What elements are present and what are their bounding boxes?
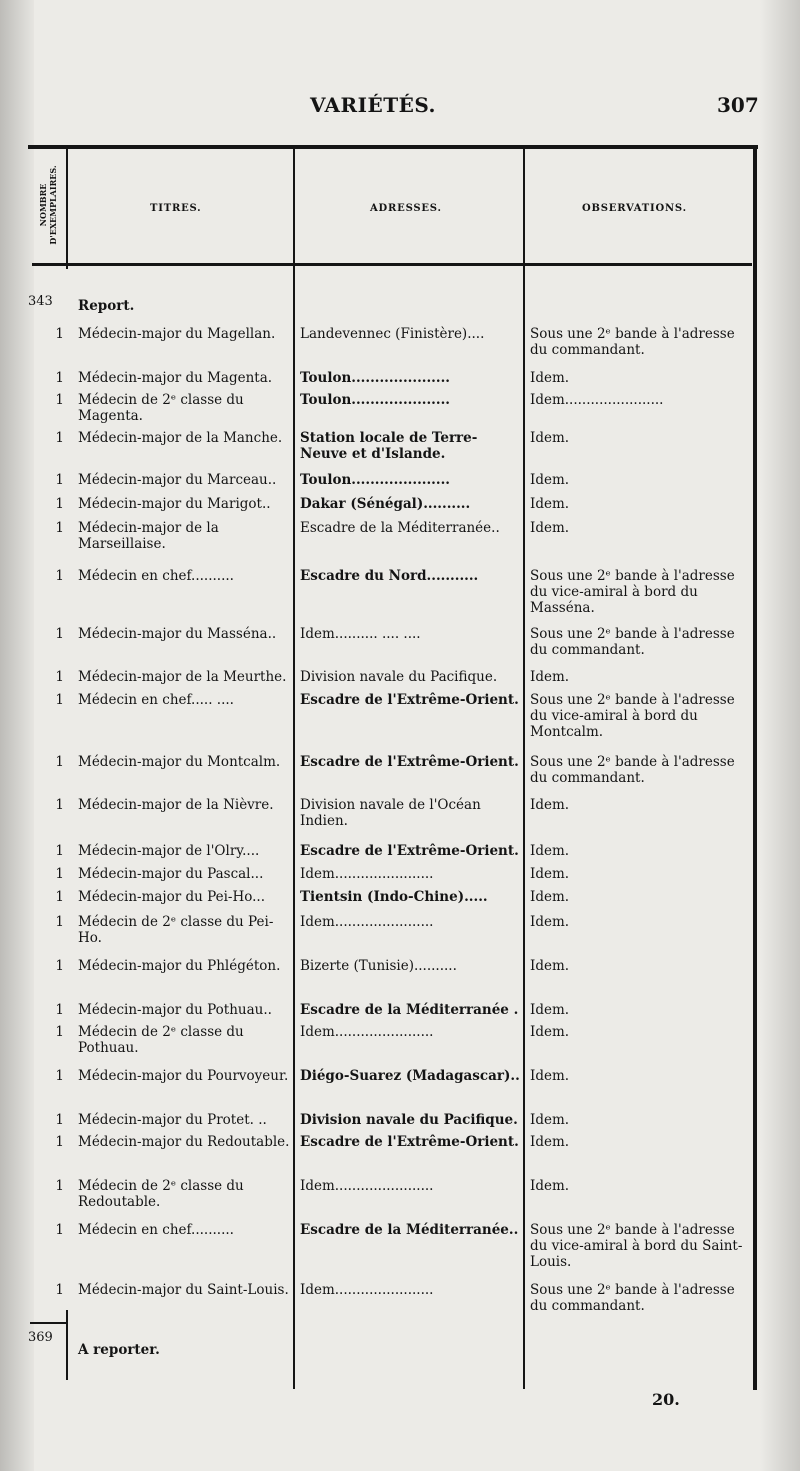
row-count: 1 (55, 1222, 64, 1238)
row-titre: Médecin-major du Montcalm. (78, 754, 281, 770)
row-titre: Médecin de 2ᵉ classe du Pothuau. (78, 1024, 244, 1056)
row-observations: Idem. (530, 1112, 570, 1128)
row-titre: Médecin-major de la Nièvre. (78, 797, 274, 813)
row-titre: Médecin-major de la Marseillaise. (78, 520, 219, 552)
row-titre: Médecin-major de la Meurthe. (78, 669, 287, 685)
report-count: 343 (28, 294, 53, 309)
row-observations: Idem. (530, 914, 570, 930)
row-titre: Médecin-major du Saint-Louis. (78, 1282, 289, 1298)
page-right-shadow (760, 0, 800, 1471)
row-adresse: Idem....................... (300, 866, 434, 882)
row-titre: Médecin de 2ᵉ classe du Magenta. (78, 392, 244, 424)
row-adresse: Bizerte (Tunisie).......... (300, 958, 457, 974)
row-titre: Médecin de 2ᵉ classe du Redoutable. (78, 1178, 244, 1210)
row-count: 1 (55, 1002, 64, 1018)
row-observations: Idem. (530, 958, 570, 974)
row-count: 1 (55, 889, 64, 905)
row-count: 1 (55, 797, 64, 813)
row-titre: Médecin de 2ᵉ classe du Pei-Ho. (78, 914, 274, 946)
adresses-header: ADRESSES. (370, 203, 442, 214)
row-count: 1 (55, 1068, 64, 1084)
row-observations: Sous une 2ᵉ bande à l'adresse du commandant. (530, 626, 735, 658)
row-adresse: Idem....................... (300, 1178, 434, 1194)
count-column-rule-lower (66, 1310, 68, 1380)
titres-header: TITRES. (150, 203, 202, 214)
row-count: 1 (55, 1178, 64, 1194)
row-titre: Médecin-major du Magenta. (78, 370, 273, 386)
header-bottom-rule (32, 263, 752, 266)
row-count: 1 (55, 370, 64, 386)
signature-mark: 20. (652, 1390, 680, 1409)
row-count: 1 (55, 1024, 64, 1040)
row-observations: Idem. (530, 1178, 570, 1194)
row-adresse: Idem.......... .... .... (300, 626, 421, 642)
row-count: 1 (55, 392, 64, 408)
row-adresse: Division navale de l'Océan Indien. (300, 797, 481, 829)
row-adresse: Division navale du Pacifique. (300, 1112, 518, 1128)
table-right-rule (753, 145, 757, 1390)
row-observations: Sous une 2ᵉ bande à l'adresse du commandant. (530, 1282, 735, 1314)
row-count: 1 (55, 472, 64, 488)
row-observations: Sous une 2ᵉ bande à l'adresse du vice-amiral à bord du Masséna. (530, 568, 735, 616)
row-titre: Médecin-major du Redoutable. (78, 1134, 290, 1150)
row-titre: Médecin-major du Pei-Ho... (78, 889, 265, 905)
row-observations: Idem. (530, 1068, 570, 1084)
total-rule (30, 1322, 66, 1324)
row-adresse: Diégo-Suarez (Madagascar).. (300, 1068, 520, 1084)
row-observations: Idem. (530, 866, 570, 882)
row-titre: Médecin-major du Magellan. (78, 326, 276, 342)
row-count: 1 (55, 958, 64, 974)
row-adresse: Toulon..................... (300, 392, 450, 408)
row-titre: Médecin-major de la Manche. (78, 430, 283, 446)
row-observations: Sous une 2ᵉ bande à l'adresse du commandant. (530, 326, 735, 358)
row-count: 1 (55, 669, 64, 685)
row-observations: Idem. (530, 843, 570, 859)
row-titre: Médecin en chef.......... (78, 568, 234, 584)
row-observations: Sous une 2ᵉ bande à l'adresse du vice-amiral à bord du Montcalm. (530, 692, 735, 740)
row-adresse: Escadre de la Méditerranée . (300, 1002, 519, 1018)
table-top-rule (28, 145, 758, 149)
row-count: 1 (55, 496, 64, 512)
row-titre: Médecin-major du Pourvoyeur. (78, 1068, 289, 1084)
row-titre: Médecin-major du Protet. .. (78, 1112, 267, 1128)
row-observations: Idem. (530, 370, 570, 386)
row-adresse: Escadre de l'Extrême-Orient. (300, 843, 519, 859)
row-adresse: Division navale du Pacifique. (300, 669, 498, 685)
row-titre: Médecin-major du Marceau.. (78, 472, 277, 488)
row-adresse: Escadre de l'Extrême-Orient. (300, 754, 519, 770)
row-count: 1 (55, 1112, 64, 1128)
count-column-header: NOMBRE D'EXEMPLAIRES. (38, 165, 58, 245)
row-titre: Médecin-major du Pothuau.. (78, 1002, 272, 1018)
row-count: 1 (55, 430, 64, 446)
row-count: 1 (55, 843, 64, 859)
row-titre: Médecin-major du Pascal... (78, 866, 264, 882)
row-observations: Idem. (530, 1002, 570, 1018)
row-titre: Médecin-major de l'Olry.... (78, 843, 260, 859)
row-observations: Idem. (530, 1134, 570, 1150)
row-count: 1 (55, 1134, 64, 1150)
running-title: VARIÉTÉS. (310, 93, 437, 117)
row-observations: Idem. (530, 472, 570, 488)
row-observations: Idem. (530, 496, 570, 512)
row-count: 1 (55, 626, 64, 642)
row-count: 1 (55, 520, 64, 536)
row-observations: Idem. (530, 430, 570, 446)
row-adresse: Station locale de Terre-Neuve et d'Islande. (300, 430, 478, 462)
row-observations: Sous une 2ᵉ bande à l'adresse du vice-amiral à bord du Saint-Louis. (530, 1222, 743, 1270)
row-count: 1 (55, 692, 64, 708)
row-adresse: Escadre de la Méditerranée.. (300, 1222, 519, 1238)
row-count: 1 (55, 1282, 64, 1298)
total-label: A reporter. (78, 1342, 160, 1358)
row-adresse: Escadre de l'Extrême-Orient. (300, 1134, 519, 1150)
row-adresse: Escadre du Nord........... (300, 568, 479, 584)
row-titre: Médecin-major du Marigot.. (78, 496, 271, 512)
row-observations: Idem. (530, 520, 570, 536)
adresses-column-rule (523, 149, 525, 1389)
page-left-shadow (0, 0, 34, 1471)
row-titre: Médecin en chef.......... (78, 1222, 234, 1238)
titres-column-rule (293, 149, 295, 1389)
row-titre: Médecin-major du Phlégéton. (78, 958, 281, 974)
row-adresse: Idem....................... (300, 1024, 434, 1040)
row-adresse: Tientsin (Indo-Chine)..... (300, 889, 488, 905)
page-number: 307 (717, 93, 759, 117)
row-observations: Idem. (530, 1024, 570, 1040)
row-observations: Idem. (530, 669, 570, 685)
row-observations: Idem....................... (530, 392, 664, 408)
row-adresse: Toulon..................... (300, 472, 450, 488)
row-count: 1 (55, 754, 64, 770)
row-adresse: Idem....................... (300, 1282, 434, 1298)
row-titre: Médecin en chef..... .... (78, 692, 234, 708)
total-count: 369 (28, 1330, 53, 1345)
row-count: 1 (55, 914, 64, 930)
row-count: 1 (55, 568, 64, 584)
row-adresse: Escadre de la Méditerranée.. (300, 520, 500, 536)
row-titre: Médecin-major du Masséna.. (78, 626, 277, 642)
row-adresse: Dakar (Sénégal).......... (300, 496, 471, 512)
row-observations: Idem. (530, 889, 570, 905)
row-observations: Idem. (530, 797, 570, 813)
row-adresse: Toulon..................... (300, 370, 450, 386)
row-adresse: Escadre de l'Extrême-Orient. (300, 692, 519, 708)
report-label: Report. (78, 298, 135, 314)
row-adresse: Idem....................... (300, 914, 434, 930)
count-column-rule (66, 149, 68, 269)
row-count: 1 (55, 326, 64, 342)
row-adresse: Landevennec (Finistère).... (300, 326, 485, 342)
row-count: 1 (55, 866, 64, 882)
observations-header: OBSERVATIONS. (582, 203, 687, 214)
row-observations: Sous une 2ᵉ bande à l'adresse du commandant. (530, 754, 735, 786)
